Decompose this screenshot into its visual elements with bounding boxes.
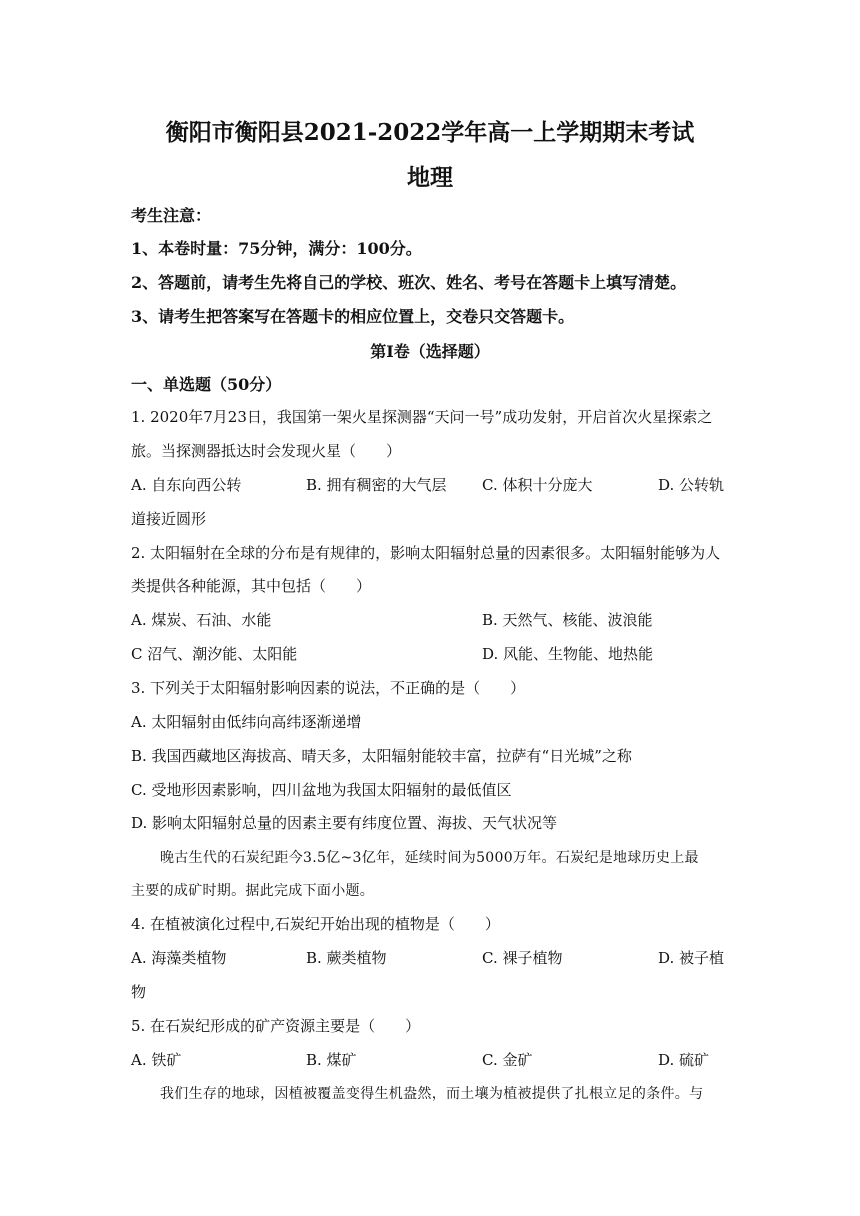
question-5-option-d: D. 硫矿	[658, 1051, 710, 1069]
question-1-text: 旅。当探测器抵达时会发现火星（ ）	[131, 442, 402, 460]
question-2-option-a: A. 煤炭、石油、水能	[131, 611, 272, 629]
question-2-text: 2. 太阳辐射在全球的分布是有规律的，影响太阳辐射总量的因素很多。太阳辐射能够为人	[131, 544, 721, 562]
notice-item: 1、本卷时量：75分钟，满分：100分。	[131, 239, 422, 258]
question-4-option-c: C. 裸子植物	[482, 949, 563, 967]
question-4-option-b: B. 蕨类植物	[306, 949, 387, 967]
question-5-option-a: A. 铁矿	[131, 1051, 182, 1069]
question-5-option-b: B. 煤矿	[306, 1051, 357, 1069]
question-1-option-a: A. 自东向西公转	[131, 476, 242, 494]
exam-title: 衡阳市衡阳县2021-2022学年高一上学期期末考试	[165, 119, 695, 146]
question-2-text: 类提供各种能源，其中包括（ ）	[131, 577, 372, 595]
question-2-option-d: D. 风能、生物能、地热能	[482, 645, 654, 663]
question-5-option-c: C. 金矿	[482, 1051, 533, 1069]
question-4-option-d: D. 被子植	[658, 949, 725, 967]
reading-passage: 主要的成矿时期。据此完成下面小题。	[131, 883, 375, 899]
question-1-text: 1. 2020年7月23日，我国第一架火星探测器“天问一号”成功发射，开启首次火星探索之	[131, 408, 713, 426]
notice-item: 3、请考生把答案写在答题卡的相应位置上，交卷只交答题卡。	[131, 307, 575, 326]
reading-passage: 晚古生代的石炭纪距今3.5亿~3亿年，延续时间为5000万年。石炭纪是地球历史上最	[160, 850, 699, 866]
section-heading: 一、单选题（50分）	[131, 375, 282, 394]
subject-title: 地理	[407, 164, 453, 191]
question-1-option-c: C. 体积十分庞大	[482, 476, 593, 494]
question-3-option-b: B. 我国西藏地区海拔高、晴天多，太阳辐射能较丰富，拉萨有“日光城”之称	[131, 747, 632, 765]
question-3-option-d: D. 影响太阳辐射总量的因素主要有纬度位置、海拔、天气状况等	[131, 814, 558, 832]
reading-passage: 我们生存的地球，因植被覆盖变得生机盎然，而土壤为植被提供了扎根立足的条件。与	[160, 1086, 704, 1102]
question-1-option-d-wrap: 道接近圆形	[131, 510, 207, 528]
question-3-option-a: A. 太阳辐射由低纬向高纬逐渐递增	[131, 713, 362, 731]
question-1-option-d: D. 公转轨	[658, 476, 725, 494]
notice-heading: 考生注意：	[131, 206, 212, 225]
question-4-option-a: A. 海藻类植物	[131, 949, 227, 967]
question-3-option-c: C. 受地形因素影响，四川盆地为我国太阳辐射的最低值区	[131, 781, 512, 799]
notice-item: 2、答题前，请考生先将自己的学校、班次、姓名、考号在答题卡上填写清楚。	[131, 273, 687, 292]
question-5-text: 5. 在石炭纪形成的矿产资源主要是（ ）	[131, 1017, 421, 1035]
question-4-option-d-wrap: 物	[131, 983, 147, 1001]
question-3-text: 3. 下列关于太阳辐射影响因素的说法，不正确的是（ ）	[131, 679, 526, 697]
question-1-option-b: B. 拥有稠密的大气层	[306, 476, 447, 494]
question-4-text: 4. 在植被演化过程中,石炭纪开始出现的植物是（ ）	[131, 915, 500, 933]
part-heading: 第Ⅰ卷（选择题）	[370, 342, 490, 361]
question-2-option-b: B. 天然气、核能、波浪能	[482, 611, 653, 629]
question-2-option-c: C 沼气、潮汐能、太阳能	[131, 645, 298, 663]
